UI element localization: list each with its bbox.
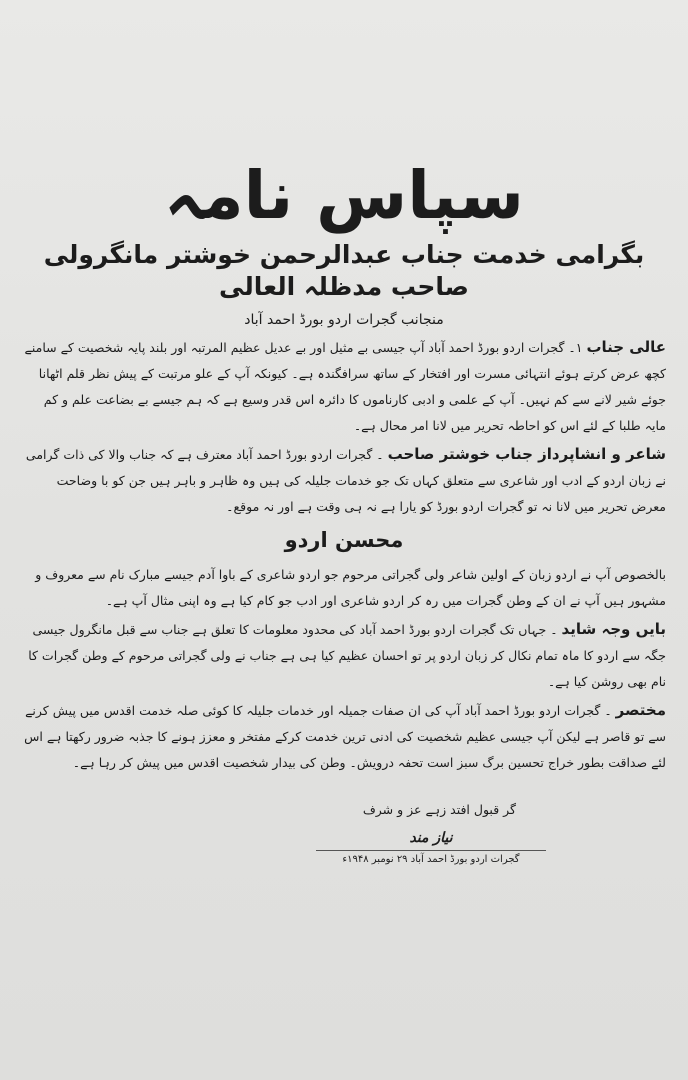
paragraph-lead: مختصر [615,700,666,719]
paragraph-text: ۔ گجرات اردو بورڈ احمد آباد معترف ہے کہ جناب والا کی ذات گرامی نے زبان اردو کے ادب اور شاعری سے متعلق کہاں تک جو خدمات جلیلہ کی ہیں وہ ظاہر و باہر ہیں جن کو با وضاحت معرض تحریر میں لانا نہ تو گجرات اردو بورڈ کو یارا ہے نہ ہی وقت ہے اور نہ موقع۔ [25,446,666,514]
paragraph [22,562,666,614]
signature-line: گجرات اردو بورڈ احمد آباد ۲۹ نومبر ۱۹۴۸ء [316,850,546,865]
paragraph-text: ۱۔ گجرات اردو بورڈ احمد آباد آپ جیسی بے مثیل اور بے عدیل عظیم المرتبہ اور بلند پایہ شخصیت کے سامنے کچھ عرض کرتے ہوئے انتہائی مسرت اور افتخار کے ساتھ سرافگندہ ہے۔ کیونکہ آپ کے علو مرتبت کے پیش نظر قلم اٹھانا جوئے شیر لانے سے کم نہیں۔ آپ کے علمی و ادبی کارناموں کا دائرہ اس قدر وسیع ہے کہ ہم جیسے بے بضاعت علم و کم مایہ طلبا کے لئے اس کو احاطہ تحریر میں لانا امر محال ہے۔ [24,339,666,433]
paragraph-lead: شاعر و انشاپرداز جناب خوشتر صاحب [387,444,666,463]
paragraph-text: ۔ جہاں تک گجرات اردو بورڈ احمد آباد کی محدود معلومات کا تعلق ہے جناب سے قبل مانگرول جیسی جگہ سے اردو کا ماہ تمام نکال کر زبان اردو پر تو احسان عظیم کیا ہی ہے جناب نے ولی گجراتی مرحوم کے وطن گجرات کا نام بھی روشن کیا ہے۔ [28,621,666,689]
paragraph-lead: بایں وجہ شاید [561,619,666,638]
document [22,157,666,865]
from-line: منجانب گجرات اردو بورڈ احمد آباد [244,311,444,328]
addressee-line: بگرامی خدمت جناب عبدالرحمن خوشتر مانگرولی صاحب مدظلہ العالی [43,239,645,302]
page-title: سپاس نامہ [164,157,524,234]
paragraph [22,334,666,439]
signature-block [316,827,546,865]
paragraph [22,697,666,776]
paragraph [22,441,666,520]
paragraph-text: بالخصوص آپ نے اردو زبان کے اولین شاعر ولی گجراتی مرحوم جو اردو شاعری کے باوا آدم جیسے مبارک نام سے معروف و مشہور ہیں آپ نے ان کے وطن گجرات میں رہ کر اردو شاعری اور ادب جو کام کیا ہے وہ اپنی مثال آپ ہے۔ [35,566,666,608]
paragraph-lead: عالی جناب [586,337,666,356]
section-heading: محسن اردو [284,527,404,552]
paragraph-text: ۔ گجرات اردو بورڈ احمد آباد آپ کی ان صفات جمیلہ اور خدمات جلیلہ کا کوئی صلہ خدمت اقدس میں پیش کرنے سے تو قاصر ہے لیکن آپ جیسی عظیم شخصیت کی ادنی ترین خدمت کرکے مفتخر و معزز ہونے کا جذبہ ضرور رکھتا ہے اس لئے صداقت بطور خراج تحسین برگ سبز است تحفہ درویش۔ وطن کی بیدار شخصیت اقدس میں پیش کر رہا ہے۔ [24,702,666,770]
paragraph [22,616,666,695]
signature: نیاز مند [409,829,453,846]
closing-line: گر قبول افتد زہے عز و شرف [362,801,516,817]
